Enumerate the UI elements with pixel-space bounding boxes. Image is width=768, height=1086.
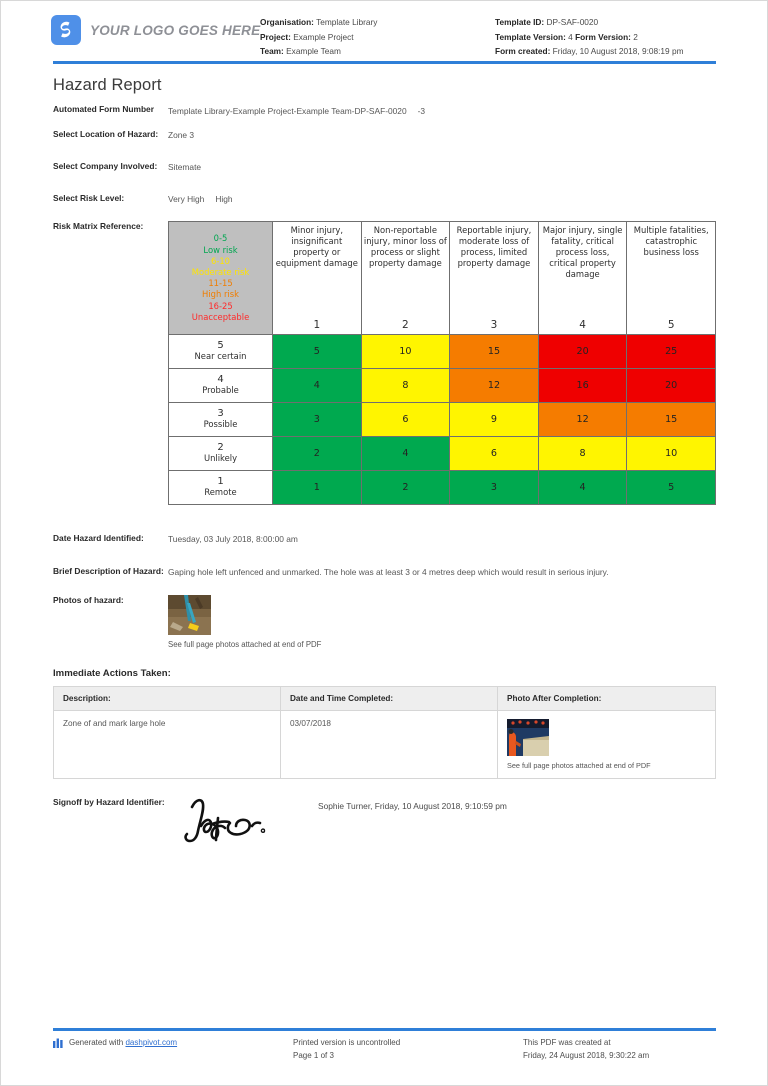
- field-risk-level: [53, 193, 716, 206]
- matrix-cell: 12: [450, 368, 539, 402]
- risk-matrix-block: [53, 221, 716, 505]
- risk-matrix-label: Risk Matrix Reference:: [53, 220, 144, 231]
- field-label: Select Company Involved:: [53, 160, 158, 171]
- legend-name-high: High risk: [202, 289, 239, 300]
- field-label: Automated Form Number: [53, 104, 154, 114]
- field-label: Photos of hazard:: [53, 595, 124, 606]
- consequence-number: 1: [313, 319, 321, 332]
- likelihood-name: Probable: [202, 385, 239, 396]
- likelihood-number: 3: [217, 408, 224, 420]
- company-logo-icon: [51, 15, 81, 45]
- meta-value: Example Team: [286, 46, 341, 56]
- matrix-row: [169, 334, 716, 368]
- meta-organisation: [260, 15, 495, 30]
- field-value: Sitemate: [168, 162, 202, 173]
- photo-caption: See full page photos attached at end of PDF: [168, 640, 322, 650]
- immediate-actions-table: [53, 686, 716, 779]
- matrix-cell: 2: [273, 436, 362, 470]
- matrix-cell: 4: [273, 368, 362, 402]
- matrix-cell: 6: [450, 436, 539, 470]
- likelihood-name: Remote: [204, 487, 237, 498]
- signoff-label: Signoff by Hazard Identifier:: [53, 797, 165, 808]
- risk-matrix-table: [168, 221, 716, 505]
- matrix-cell: 20: [538, 334, 627, 368]
- field-value: [168, 193, 716, 206]
- dashpivot-link[interactable]: dashpivot.com: [125, 1038, 178, 1047]
- signature-image: [168, 797, 318, 849]
- consequence-number: 4: [579, 319, 586, 332]
- matrix-cell: 2: [361, 470, 450, 504]
- logo-text: YOUR LOGO GOES HERE: [90, 22, 261, 38]
- logo-block: [25, 12, 260, 45]
- matrix-cell: 1: [273, 470, 362, 504]
- legend-name-moderate: Moderate risk: [191, 266, 250, 277]
- meta-label: Project:: [260, 31, 291, 42]
- legend-range-unacceptable: 16-25: [208, 300, 233, 311]
- section-title-immediate-actions: Immediate Actions Taken:: [53, 668, 171, 680]
- field-photos-of-hazard: [53, 595, 716, 649]
- document-header: [1, 1, 768, 63]
- consequence-number: 3: [490, 319, 498, 332]
- footer-generated-prefix: Generated with: [69, 1038, 126, 1047]
- matrix-cell: 12: [538, 402, 627, 436]
- likelihood-header-3: [169, 402, 273, 436]
- likelihood-number: 2: [217, 442, 224, 454]
- table-header-row: [54, 687, 716, 711]
- cell-photo-after-completion: [498, 711, 716, 779]
- footer-created-at: [523, 1037, 716, 1062]
- matrix-header-row: [169, 221, 716, 334]
- field-value: [168, 104, 716, 117]
- consequence-number: 5: [667, 319, 675, 332]
- field-label: Date Hazard Identified:: [53, 532, 144, 543]
- footer-generated-text: [69, 1037, 177, 1050]
- matrix-cell: 8: [361, 368, 450, 402]
- photo-group: [168, 595, 321, 649]
- hazard-photo-thumbnail[interactable]: [168, 595, 211, 635]
- field-label: Select Risk Level:: [53, 192, 125, 203]
- bar-chart-icon: [53, 1038, 64, 1053]
- footer-uncontrolled-note: Printed version is uncontrolled: [293, 1038, 401, 1047]
- completion-photo-caption: See full page photos attached at end of PDF: [507, 761, 651, 771]
- meta-label: Form Version:: [575, 31, 631, 42]
- footer-page-number: Page 1 of 3: [293, 1050, 334, 1060]
- field-value: Zone 3: [168, 130, 195, 141]
- meta-value: 2: [633, 31, 638, 42]
- matrix-cell: 15: [627, 402, 716, 436]
- cell-description: Zone of and mark large hole: [54, 711, 281, 779]
- page-title: Hazard Report: [53, 76, 162, 94]
- likelihood-name: Possible: [203, 419, 238, 430]
- consequence-header-1: [273, 221, 362, 334]
- matrix-cell: 3: [273, 402, 362, 436]
- matrix-cell: 3: [450, 470, 539, 504]
- legend-range-low: 0-5: [213, 233, 228, 244]
- table-row: [54, 711, 716, 779]
- field-value: Tuesday, 03 July 2018, 8:00:00 am: [168, 534, 298, 545]
- matrix-cell: 6: [361, 402, 450, 436]
- footer-created-label: This PDF was created at: [523, 1038, 611, 1047]
- consequence-header-5: [627, 221, 716, 334]
- matrix-cell: 25: [627, 334, 716, 368]
- meta-label: Form created:: [495, 46, 551, 56]
- field-value-suffix: High: [215, 194, 233, 205]
- consequence-header-4: [538, 221, 627, 334]
- column-header-date-completed: Date and Time Completed:: [281, 687, 498, 711]
- likelihood-header-1: [169, 470, 273, 504]
- header-meta-left: [260, 12, 495, 59]
- field-automated-form-number: [53, 104, 716, 117]
- legend-name-unacceptable: Unacceptable: [191, 311, 250, 322]
- risk-legend-cell: [169, 221, 273, 334]
- consequence-text: Non-reportable injury, minor loss of process or slight property damage: [363, 224, 447, 269]
- field-label: Brief Description of Hazard:: [53, 565, 164, 576]
- consequence-header-3: [450, 221, 539, 334]
- legend-range-high: 11-15: [208, 278, 233, 289]
- matrix-row: [169, 436, 716, 470]
- likelihood-header-5: [169, 334, 273, 368]
- field-date-hazard-identified: [53, 533, 716, 546]
- meta-label: Team:: [260, 46, 284, 56]
- consequence-text: Minor injury, insignificant property or equipment damage: [275, 224, 358, 269]
- cell-date-completed: 03/07/2018: [281, 711, 498, 779]
- meta-value: 4: [568, 31, 573, 42]
- meta-template-id: [495, 15, 745, 30]
- meta-label: Template Version:: [495, 31, 566, 42]
- footer-generated-with: [53, 1037, 293, 1062]
- likelihood-number: 1: [217, 476, 224, 488]
- meta-label: Organisation:: [260, 17, 314, 27]
- matrix-cell: 20: [627, 368, 716, 402]
- meta-template-version: [495, 30, 745, 45]
- completion-photo-thumbnail[interactable]: [507, 719, 549, 756]
- consequence-text: Multiple fatalities, catastrophic business loss: [633, 224, 709, 258]
- legend-range-moderate: 6-10: [210, 255, 230, 266]
- matrix-row: [169, 402, 716, 436]
- field-location-of-hazard: [53, 129, 716, 142]
- matrix-row: [169, 368, 716, 402]
- matrix-cell: 4: [538, 470, 627, 504]
- meta-value: Friday, 10 August 2018, 9:08:19 pm: [552, 46, 684, 56]
- document-footer: [53, 1037, 716, 1062]
- field-value: Gaping hole left unfenced and unmarked. The hole was at least 3 or 4 metres deep which would result in serious injury.: [168, 567, 609, 578]
- field-value-text: Very High: [168, 194, 205, 205]
- consequence-text: Major injury, single fatality, critical process loss, critical property damage: [542, 224, 623, 280]
- matrix-cell: 10: [627, 436, 716, 470]
- signoff-name-date: Sophie Turner, Friday, 10 August 2018, 9:10:59 pm: [318, 801, 507, 812]
- meta-value: Example Project: [293, 31, 354, 42]
- field-description-of-hazard: [53, 566, 716, 579]
- likelihood-number: 4: [217, 374, 224, 386]
- meta-value: DP-SAF-0020: [546, 17, 599, 27]
- likelihood-name: Unlikely: [203, 453, 238, 464]
- footer-created-date: Friday, 24 August 2018, 9:30:22 am: [523, 1050, 650, 1060]
- matrix-cell: 9: [450, 402, 539, 436]
- field-label: Select Location of Hazard:: [53, 128, 159, 139]
- likelihood-number: 5: [217, 340, 224, 352]
- meta-value: Template Library: [316, 17, 378, 27]
- footer-divider: [53, 1028, 716, 1031]
- likelihood-name: Near certain: [194, 351, 247, 362]
- legend-name-low: Low risk: [203, 244, 238, 255]
- meta-form-created: [495, 44, 745, 59]
- consequence-header-2: [361, 221, 450, 334]
- column-header-description: Description:: [54, 687, 281, 711]
- document-body: [1, 63, 768, 849]
- field-value-text: Template Library-Example Project-Example Team-DP-SAF-0020: [168, 105, 407, 116]
- meta-team: [260, 44, 495, 59]
- consequence-text: Reportable injury, moderate loss of process, limited property damage: [456, 224, 532, 269]
- signoff-block: [53, 797, 716, 849]
- meta-label: Template ID:: [495, 17, 545, 27]
- matrix-cell: 4: [361, 436, 450, 470]
- header-meta-right: [495, 12, 745, 59]
- meta-project: [260, 30, 495, 45]
- column-header-photo-after-completion: Photo After Completion:: [498, 687, 716, 711]
- likelihood-header-2: [169, 436, 273, 470]
- matrix-cell: 16: [538, 368, 627, 402]
- consequence-number: 2: [402, 319, 409, 332]
- matrix-cell: 10: [361, 334, 450, 368]
- matrix-row: [169, 470, 716, 504]
- footer-print-status: [293, 1037, 523, 1062]
- matrix-cell: 8: [538, 436, 627, 470]
- matrix-cell: 5: [627, 470, 716, 504]
- matrix-cell: 15: [450, 334, 539, 368]
- matrix-cell: 5: [273, 334, 362, 368]
- field-company-involved: [53, 161, 716, 174]
- likelihood-header-4: [169, 368, 273, 402]
- field-value-suffix: -3: [417, 105, 426, 116]
